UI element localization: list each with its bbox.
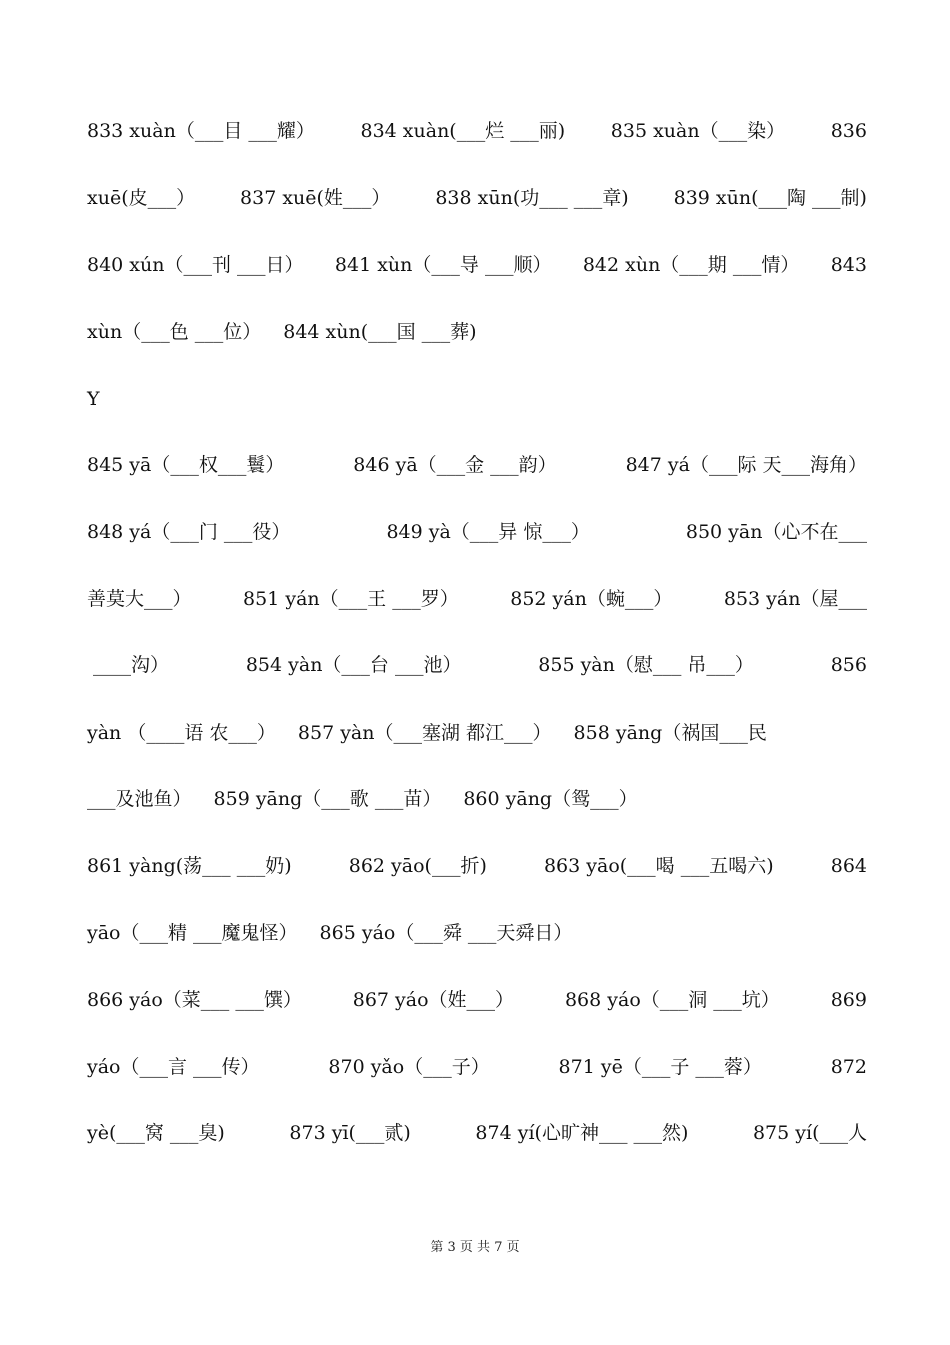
exercise-item: yáo（___言 ___传）	[87, 1056, 260, 1078]
worksheet-line	[87, 786, 867, 812]
worksheet-line	[87, 1120, 867, 1146]
worksheet-line	[87, 118, 867, 144]
exercise-item: 851 yán（___王 ___罗）	[243, 588, 459, 610]
worksheet-line	[87, 1054, 867, 1080]
exercise-item: 842 xùn（___期 ___情）	[582, 254, 800, 276]
exercise-item: 870 yǎo（___子）	[328, 1056, 490, 1078]
exercise-item: 852 yán（蜿___）	[510, 588, 673, 610]
exercise-item: 841 xùn（___导 ___顺）	[334, 254, 552, 276]
exercise-item: 846 yā（___金 ___韵）	[353, 454, 557, 476]
worksheet-line	[87, 853, 867, 879]
exercise-item: xuē(皮___）	[87, 187, 196, 209]
worksheet-line	[87, 252, 867, 278]
exercise-item: 860 yāng（鸳___）	[463, 788, 638, 810]
exercise-item: 875 yí(___人	[752, 1122, 867, 1144]
exercise-item: 837 xuē(姓___）	[240, 187, 391, 209]
exercise-item: 861 yàng(荡___ ___奶)	[87, 855, 292, 877]
exercise-item: 863 yāo(___喝 ___五喝六)	[543, 855, 774, 877]
exercise-item: ___及池鱼）	[87, 788, 192, 810]
exercise-item: 855 yàn（慰___ 吊___）	[538, 654, 754, 676]
exercise-item: 833 xuàn（___目 ___耀）	[87, 120, 315, 142]
exercise-item: 871 yē（___子 ___蓉）	[558, 1056, 762, 1078]
exercise-item: 845 yā（___权___鬟）	[87, 454, 285, 476]
worksheet-line	[87, 386, 867, 412]
exercise-item: 872	[830, 1056, 867, 1078]
exercise-item: 835 xuàn（___染）	[610, 120, 786, 142]
exercise-item: xùn（___色 ___位）	[87, 321, 262, 343]
exercise-item: 843	[830, 254, 867, 276]
exercise-item: 859 yāng（___歌 ___苗）	[213, 788, 442, 810]
exercise-item: 869	[830, 989, 867, 1011]
exercise-item: 853 yán（屋___	[723, 588, 867, 610]
worksheet-line	[87, 319, 867, 345]
exercise-item: Y	[87, 388, 100, 410]
exercise-item: 847 yá（___际 天___海角）	[625, 454, 867, 476]
worksheet-line	[87, 720, 867, 746]
exercise-item: 864	[830, 855, 867, 877]
exercise-item: 848 yá（___门 ___役）	[87, 521, 291, 543]
exercise-item: 868 yáo（___洞 ___坑）	[564, 989, 780, 1011]
worksheet-line	[87, 652, 867, 678]
exercise-item: 840 xún（___刊 ___日）	[87, 254, 304, 276]
exercise-item: 858 yāng（祸国___民	[573, 722, 767, 744]
exercise-item: 865 yáo（___舜 ___天舜日）	[319, 922, 573, 944]
exercise-item: yāo（___精 ___魔鬼怪）	[87, 922, 298, 944]
exercise-item: 854 yàn（___台 ___池）	[245, 654, 462, 676]
exercise-item: ____沟）	[87, 654, 170, 676]
exercise-item: 838 xūn(功___ ___章)	[435, 187, 629, 209]
worksheet-line	[87, 185, 867, 211]
exercise-item: 866 yáo（菜___ ___馔）	[87, 989, 302, 1011]
exercise-item: 839 xūn(___陶 ___制)	[673, 187, 867, 209]
exercise-item: 867 yáo（姓___）	[352, 989, 515, 1011]
worksheet-line	[87, 586, 867, 612]
exercise-item: 849 yà（___异 惊___）	[386, 521, 590, 543]
exercise-item: 856	[830, 654, 867, 676]
exercise-item: 善莫大___）	[87, 588, 192, 610]
worksheet-line	[87, 987, 867, 1013]
exercise-item: 844 xùn(___国 ___葬)	[283, 321, 477, 343]
exercise-item: 834 xuàn(___烂 ___丽)	[360, 120, 566, 142]
page-footer: 第 3 页 共 7 页	[430, 1240, 520, 1255]
exercise-item: yè(___窝 ___臭)	[87, 1122, 225, 1144]
worksheet-line	[87, 519, 867, 545]
exercise-item: 836	[830, 120, 867, 142]
exercise-item: 873 yī(___贰)	[289, 1122, 411, 1144]
worksheet-line	[87, 452, 867, 478]
exercise-item: 850 yān（心不在___	[685, 521, 867, 543]
exercise-item: 874 yí(心旷神___ ___然)	[475, 1122, 689, 1144]
exercise-item: 857 yàn（___塞湖 都江___）	[297, 722, 552, 744]
worksheet-line	[87, 920, 867, 946]
exercise-item: yàn （____语 农___）	[87, 722, 276, 744]
exercise-item: 862 yāo(___折)	[348, 855, 487, 877]
